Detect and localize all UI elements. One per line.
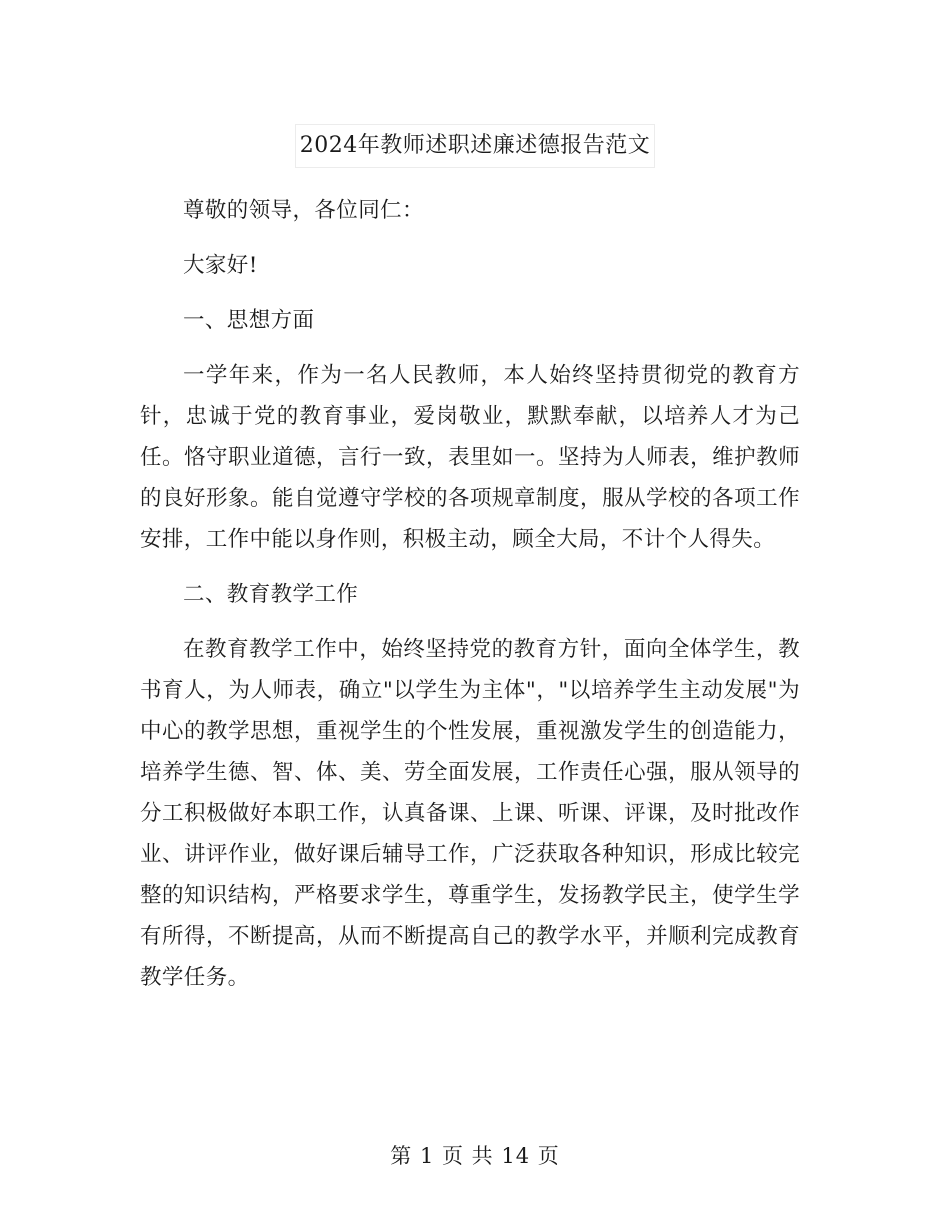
title-container	[0, 124, 950, 168]
paragraph-teaching: 在教育教学工作中，始终坚持党的教育方针，面向全体学生，教书育人，为人师表，确立"以学生为主体"，"以培养学生主动发展"为中心的教学思想，重视学生的个性发展，重视激发学生的创造能力，培养学生德、智、体、美、劳全面发展，工作责任心强，服从领导的分工积极做好本职工作，认真备课、上课、听课、评课，及时批改作业、讲评作业，做好课后辅导工作，广泛获取各种知识，形成比较完整的知识结构，严格要求学生，尊重学生，发扬教学民主，使学生学有所得，不断提高，从而不断提高自己的教学水平，并顺利完成教育教学任务。	[140, 637, 800, 990]
document-body	[140, 190, 800, 1012]
section-heading-ideology: 一、思想方面	[183, 308, 315, 333]
paragraph-ideology: 一学年来，作为一名人民教师，本人始终坚持贯彻党的教育方针，忠诚于党的教育事业，爱岗敬业，默默奉献，以培养人才为己任。恪守职业道德，言行一致，表里如一。坚持为人师表，维护教师的良好形象。能自觉遵守学校的各项规章制度，服从学校的各项工作安排，工作中能以身作则，积极主动，顾全大局，不计个人得失。	[140, 363, 800, 552]
document-title: 2024年教师述职述廉述德报告范文	[295, 124, 656, 168]
salutation: 尊敬的领导，各位同仁：	[183, 198, 424, 223]
greeting: 大家好!	[183, 253, 258, 278]
section-heading-teaching: 二、教育教学工作	[183, 582, 359, 607]
page-footer: 第 1 页 共 14 页	[390, 1144, 560, 1168]
